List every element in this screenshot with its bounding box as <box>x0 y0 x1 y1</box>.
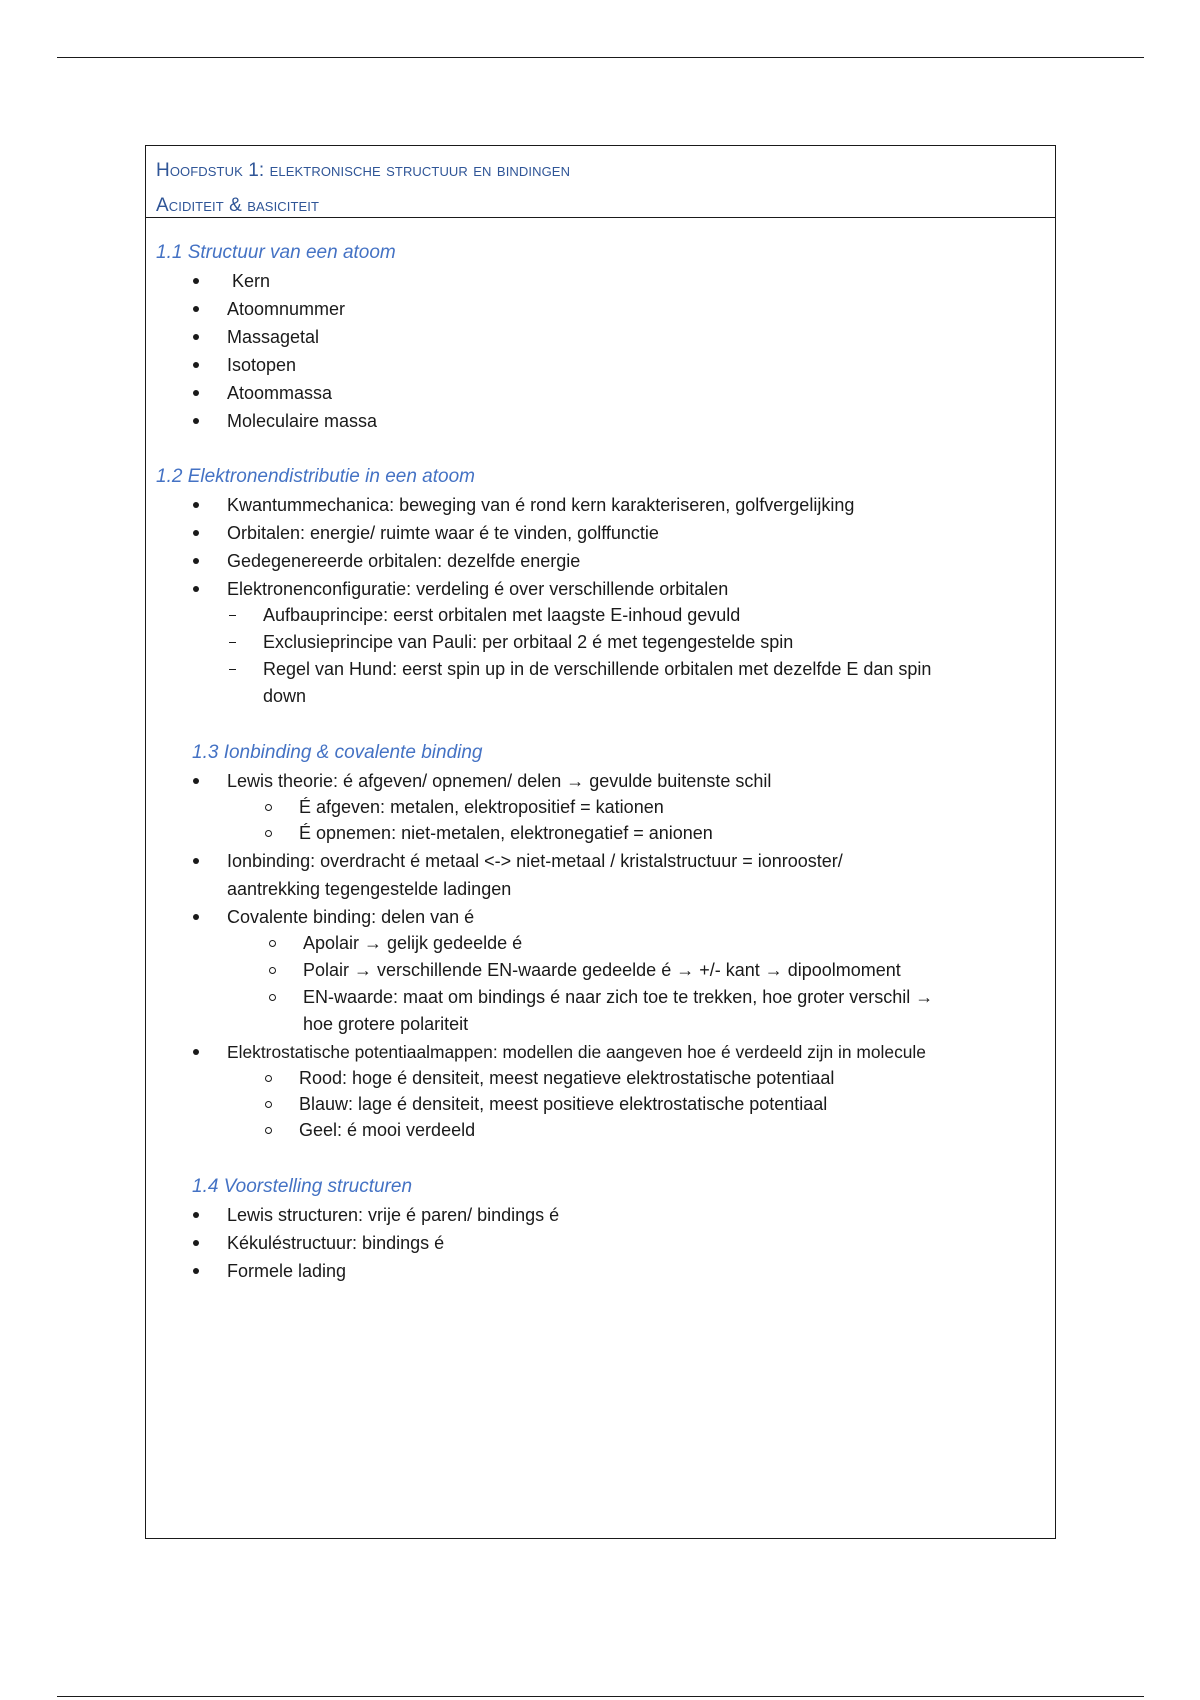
bullet-icon <box>193 418 199 424</box>
bullet-icon <box>193 334 199 340</box>
bullet-icon <box>193 778 199 784</box>
bullet-icon <box>193 1240 199 1246</box>
circle-bullet-icon <box>265 1075 272 1082</box>
bullet-icon <box>193 530 199 536</box>
section-title-1-3: 1.3 Ionbinding & covalente binding <box>192 742 483 763</box>
circle-bullet-icon <box>265 1101 272 1108</box>
bullet-icon <box>193 1212 199 1218</box>
bullet-icon <box>193 390 199 396</box>
bullet-icon <box>193 914 199 920</box>
chapter-header <box>146 146 1055 218</box>
bullet-icon <box>193 1268 199 1274</box>
circle-bullet-icon <box>265 830 272 837</box>
chapter-title: Hoofdstuk 1: elektronische structuur en bindingen <box>156 160 571 181</box>
content-frame: Hoofdstuk 1: elektronische structuur en bindingen Aciditeit & basiciteit 1.1 Structuur van een atoom Kern Atoomnummer Massagetal Isotopen Atoommassa Moleculaire massa 1.2 Elektronendistributie in een atoom Kwantummechanica: beweging van é rond kern karakteriseren, golfvergelijking Orbitalen: energie/ ruimte waar é te vinden, golffunctie Gedegenereerde orbitalen: dezelfde energie Elektronenconfiguratie: verdeling é over verschillende orbitalen Aufbauprincipe: eerst orbitalen met laagste E-inhoud gevuld Exclusieprincipe van Pauli: per orbitaal 2 é met tegengestelde spin Regel van Hund: eerst spin up in de verschillende orbitalen met dezelfde E dan spin down 1.3 Ionbinding & covalente binding Lewis theorie: é afgeven/ opnemen/ delen → gevulde buitenste schil É afgeven: metalen, elektropositief = kationen É opnemen: niet-metalen, elektronegatief = anionen Ionbinding: overdracht é metaal <-> niet-metaal / kristalstructuur = ionrooster/ aantrekking tegengestelde ladingen Covalente binding: delen van é Apolair → gelijk gedeelde é Polair → verschillende EN-waarde gedeelde é → +/- kant → dipoolmoment EN-waarde: maat om bindings é naar zich toe te trekken, hoe groter verschil → hoe grotere polariteit Elektrostatische potentiaalmappen: modellen die aangeven hoe é verdeeld zijn in molecule Rood: hoge é densiteit, meest negatieve elektrostatische potentiaal Blauw: lage é densiteit, meest positieve elektrostatische potentiaal Geel: é mooi verdeeld 1.4 Voorstelling structuren Lewis structuren: vrije é paren/ bindings é Kékuléstructuur: bindings é Formele lading <box>145 145 1056 1539</box>
bullet-icon <box>193 586 199 592</box>
circle-bullet-icon <box>265 1127 272 1134</box>
dash-icon <box>229 642 236 643</box>
dash-icon <box>229 615 236 616</box>
chapter-subtitle: Aciditeit & basiciteit <box>156 195 320 216</box>
bullet-icon <box>193 306 199 312</box>
circle-bullet-icon <box>265 804 272 811</box>
circle-bullet-icon <box>269 994 276 1001</box>
bullet-icon <box>193 858 199 864</box>
bullet-icon <box>193 502 199 508</box>
bullet-icon <box>193 362 199 368</box>
bullet-icon <box>193 558 199 564</box>
section-title-1-1: 1.1 Structuur van een atoom <box>156 242 396 263</box>
section-title-1-4: 1.4 Voorstelling structuren <box>192 1176 413 1197</box>
page-bottom-rule <box>57 1696 1144 1697</box>
circle-bullet-icon <box>269 967 276 974</box>
circle-bullet-icon <box>269 940 276 947</box>
dash-icon <box>229 669 236 670</box>
page-top-rule <box>57 57 1144 58</box>
bullet-icon <box>193 1049 199 1055</box>
bullet-icon <box>193 278 199 284</box>
section-title-1-2: 1.2 Elektronendistributie in een atoom <box>156 466 475 487</box>
